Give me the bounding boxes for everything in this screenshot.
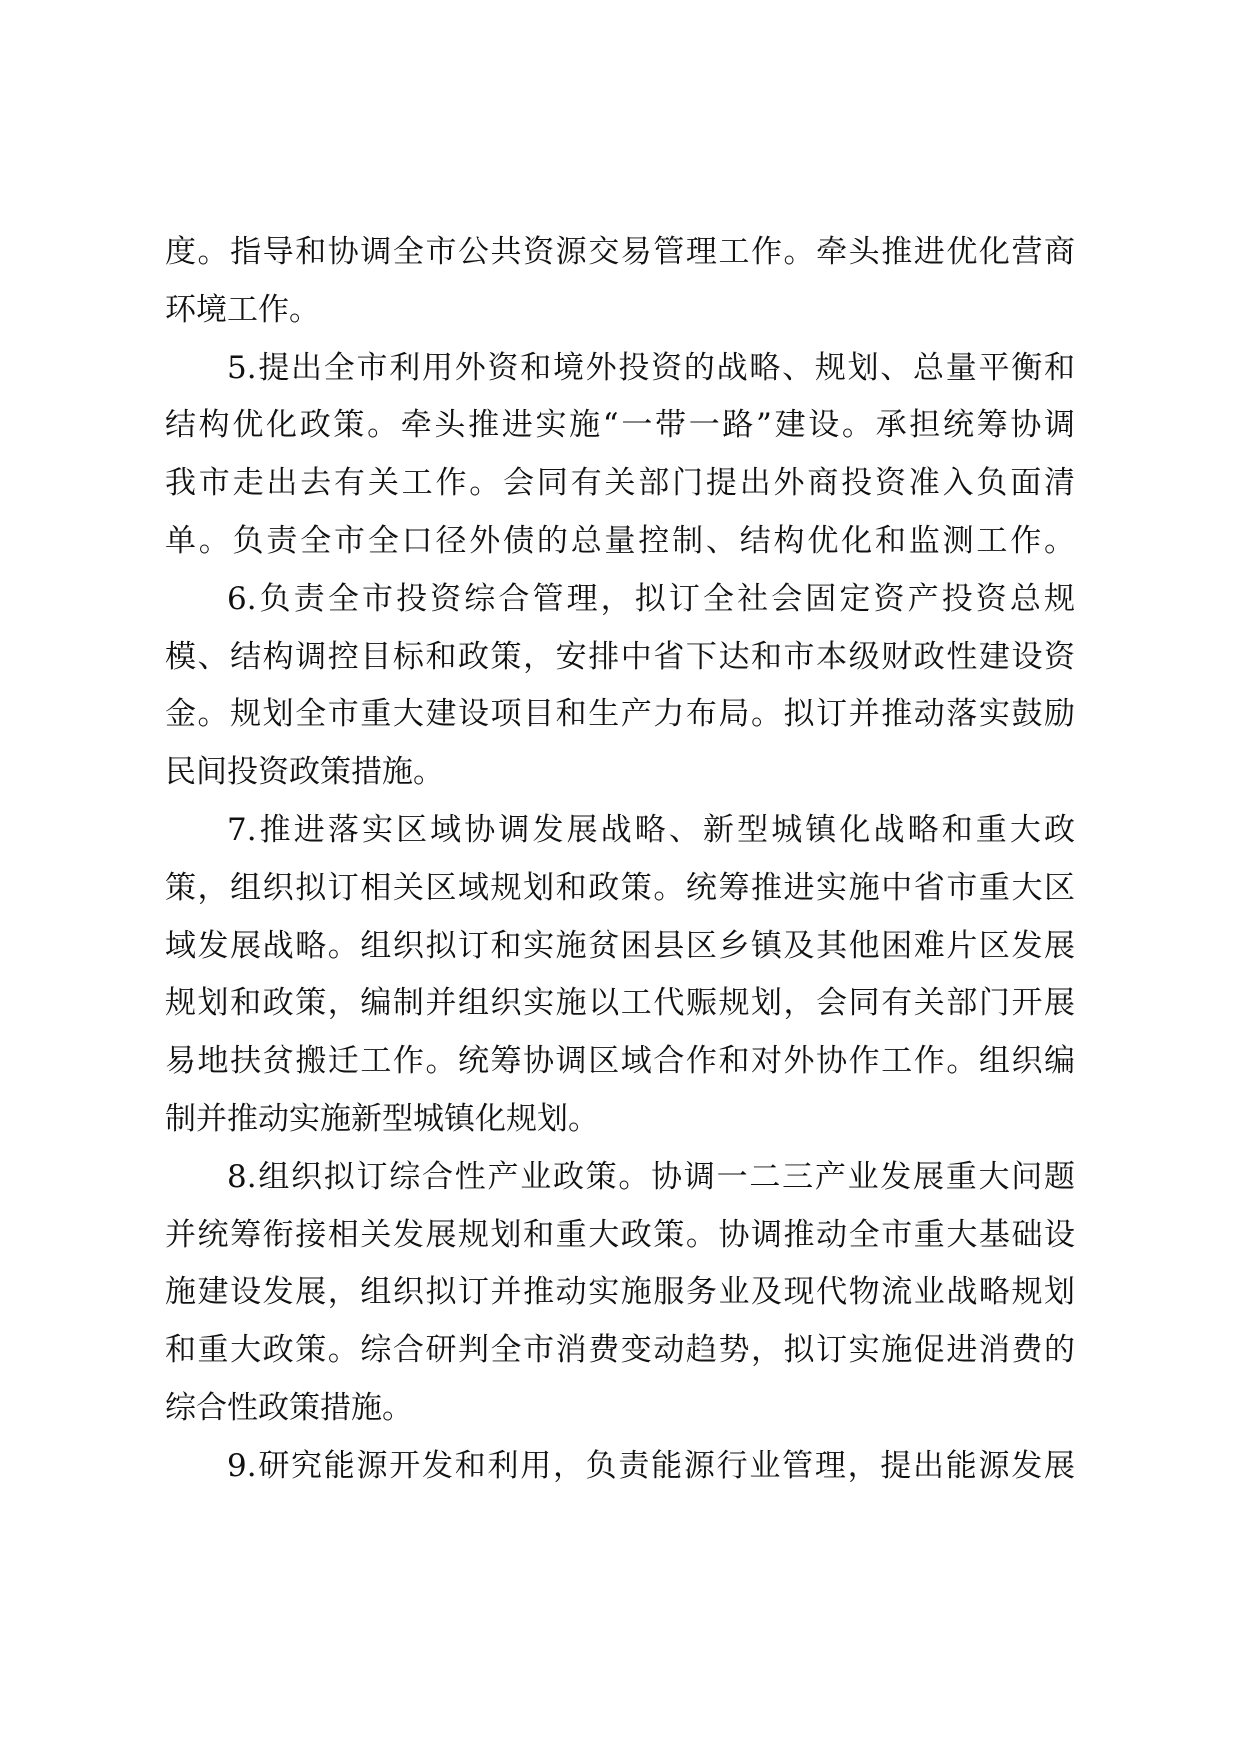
text-line: 策，组织拟订相关区域规划和政策。统筹推进实施中省市重大区	[165, 869, 1075, 906]
body-text	[165, 224, 1075, 1496]
text-line: 环境工作。	[165, 291, 320, 328]
text-line: 规划和政策，编制并组织实施以工代赈规划，会同有关部门开展	[165, 985, 1075, 1022]
text-line: 8.组织拟订综合性产业政策。协调一二三产业发展重大问题	[227, 1158, 1075, 1195]
text-line: 单。负责全市全口径外债的总量控制、结构优化和监测工作。	[165, 522, 1075, 559]
text-line: 和重大政策。综合研判全市消费变动趋势，拟订实施促进消费的	[165, 1332, 1075, 1369]
text-line: 度。指导和协调全市公共资源交易管理工作。牵头推进优化营商	[165, 234, 1075, 270]
text-line: 金。规划全市重大建设项目和生产力布局。拟订并推动落实鼓励	[165, 696, 1075, 733]
text-line: 9.研究能源开发和利用，负责能源行业管理，提出能源发展	[227, 1447, 1075, 1484]
text-line: 易地扶贫搬迁工作。统筹协调区域合作和对外协作工作。组织编	[165, 1043, 1075, 1080]
text-line: 域发展战略。组织拟订和实施贫困县区乡镇及其他困难片区发展	[165, 927, 1075, 964]
text-line: 施建设发展，组织拟订并推动实施服务业及现代物流业战略规划	[165, 1274, 1075, 1311]
text-line: 制并推动实施新型城镇化规划。	[165, 1100, 599, 1137]
text-line: 民间投资政策措施。	[165, 754, 444, 791]
text-line: 6.负责全市投资综合管理，拟订全社会固定资产投资总规	[227, 580, 1075, 617]
text-line: 我市走出去有关工作。会同有关部门提出外商投资准入负面清	[165, 465, 1075, 502]
text-line: 7.推进落实区域协调发展战略、新型城镇化战略和重大政	[227, 811, 1075, 848]
text-line: 综合性政策措施。	[165, 1389, 413, 1426]
text-line: 并统筹衔接相关发展规划和重大政策。协调推动全市重大基础设	[165, 1216, 1075, 1253]
text-line: 结构优化政策。牵头推进实施“一带一路”建设。承担统筹协调	[165, 407, 1075, 444]
text-line: 5.提出全市利用外资和境外投资的战略、规划、总量平衡和	[227, 349, 1075, 386]
text-line: 模、结构调控目标和政策，安排中省下达和市本级财政性建设资	[165, 638, 1075, 675]
